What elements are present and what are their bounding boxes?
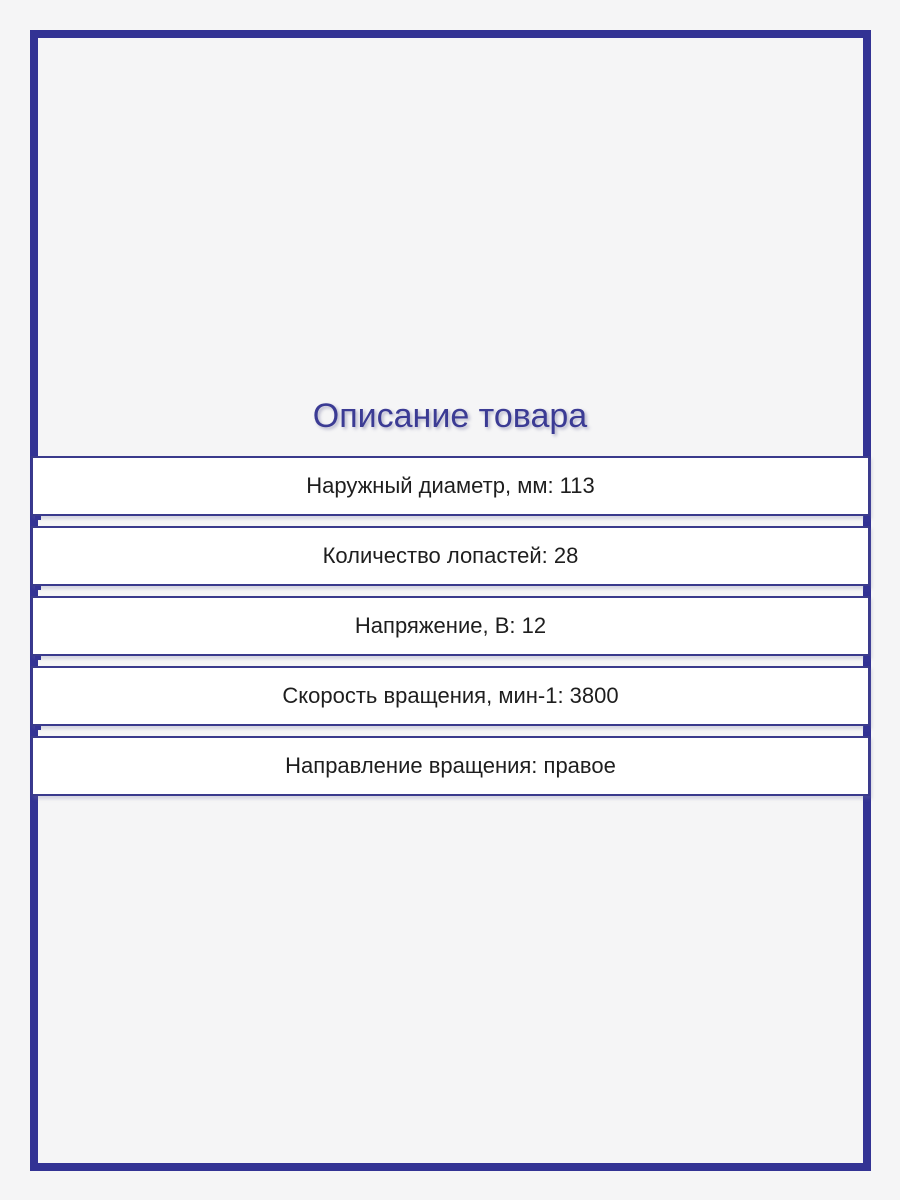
spec-outer-diameter: Наружный диаметр, мм: 113 [31,456,870,516]
page-title: Описание товара [312,397,588,435]
spec-rotation-direction: Направление вращения: правое [31,736,870,796]
spec-rotation-speed: Скорость вращения, мин-1: 3800 [31,666,870,726]
spec-voltage: Напряжение, В: 12 [31,596,870,656]
spec-list [31,456,870,806]
spec-blade-count: Количество лопастей: 28 [31,526,870,586]
